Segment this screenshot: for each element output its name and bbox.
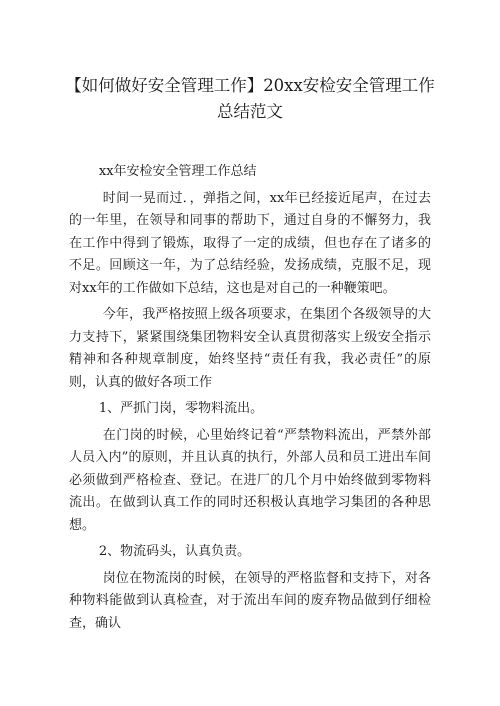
section-heading: xx年安检安全管理工作总结 (98, 164, 257, 179)
document-body (69, 161, 431, 639)
document-title: 【如何做好安全管理工作】20xx安检安全管理工作总结范文 (65, 76, 435, 121)
paragraph: 今年，我严格按照上级各项要求，在集团个各级领导的大力支持下，紧紧围绕集团物料安全认真贯彻落实上级安全指示精神和各种规章制度，始终坚持“责任有我，我必责任”的原则，认真的做好各项工作 (69, 307, 431, 390)
paragraph: 岗位在物流岗的时候，在领导的严格监督和支持下，对各种物料能做到认真检查，对于流出车间的废弃物品做到仔细检查，确认 (69, 570, 431, 631)
paragraph: 时间一晃而过．，弹指之间，xx年已经接近尾声，在过去的一年里，在领导和同事的帮助下，通过自身的不懈努力，我在工作中得到了锻炼，取得了一定的成绩，但也存在了诸多的不足。回顾这一年，为了总结经验，发扬成绩，克服不足，现对xx年的工作做如下总结，这也是对自己的一种鞭策吧。 (69, 190, 431, 296)
paragraph: 在门岗的时候，心里始终记着“严禁物料流出，严禁外部人员入内”的原则，并且认真的执行，外部人员和员工进出车间必须做到严格检查、登记。在进厂的几个月中始终做到零物料流出。在做到认真工作的同时还积极认真地学习集团的各种思想。 (69, 427, 431, 533)
list-item-heading: 1、严抓门岗，零物料流出。 (98, 401, 264, 416)
list-item-heading: 2、物流码头，认真负责。 (98, 544, 251, 559)
